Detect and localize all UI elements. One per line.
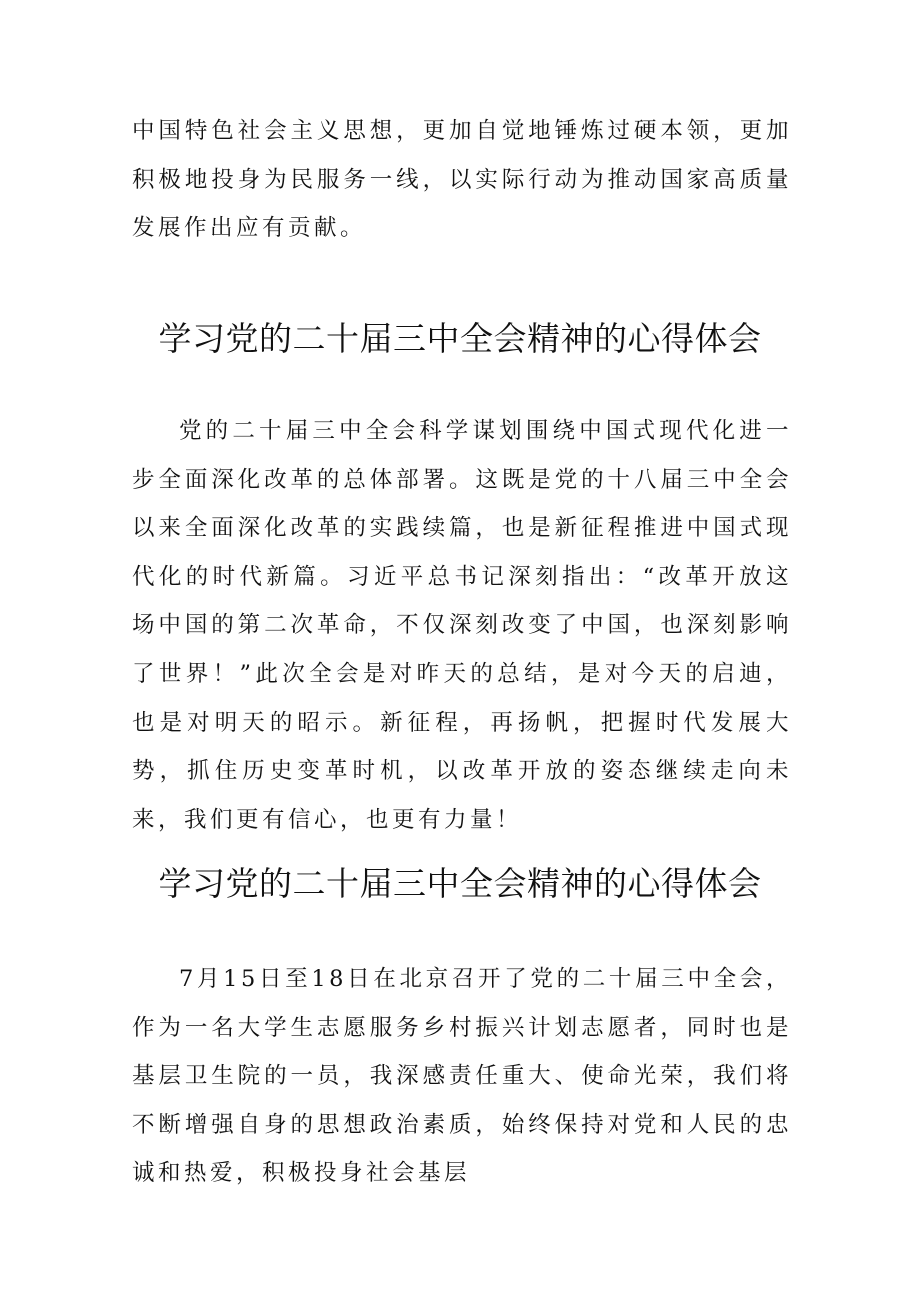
paragraph-body: 7月15日至18日在北京召开了党的二十届三中全会，作为一名大学生志愿服务乡村振兴计划志愿者，同时也是基层卫生院的一员，我深感责任重大、使命光荣，我们将不断增强自身的思想政治素质，始终保持对党和人民的忠诚和热爱，积极投身社会基层 xyxy=(132,966,792,1187)
section-heading: 学习党的二十届三中全会精神的心得体会 xyxy=(158,864,762,903)
paragraph-body: 党的二十届三中全会科学谋划围绕中国式现代化进一步全面深化改革的总体部署。这既是党的十八届三中全会以来全面深化改革的实践续篇，也是新征程推进中国式现代化的时代新篇。习近平总书记深刻指出：“改革开放这场中国的第二次革命，不仅深刻改变了中国，也深刻影响了世界！”此次全会是对昨天的总结，是对今天的启迪，也是对明天的昭示。新征程，再扬帆，把握时代发展大势，抓住历史变革时机，以改革开放的姿态继续走向未来，我们更有信心，也更有力量！ xyxy=(132,418,792,833)
paragraph-continuation: 中国特色社会主义思想，更加自觉地锤炼过硬本领，更加积极地投身为民服务一线，以实际行动为推动国家高质量发展作出应有贡献。 xyxy=(132,118,792,242)
section-heading: 学习党的二十届三中全会精神的心得体会 xyxy=(158,319,762,358)
